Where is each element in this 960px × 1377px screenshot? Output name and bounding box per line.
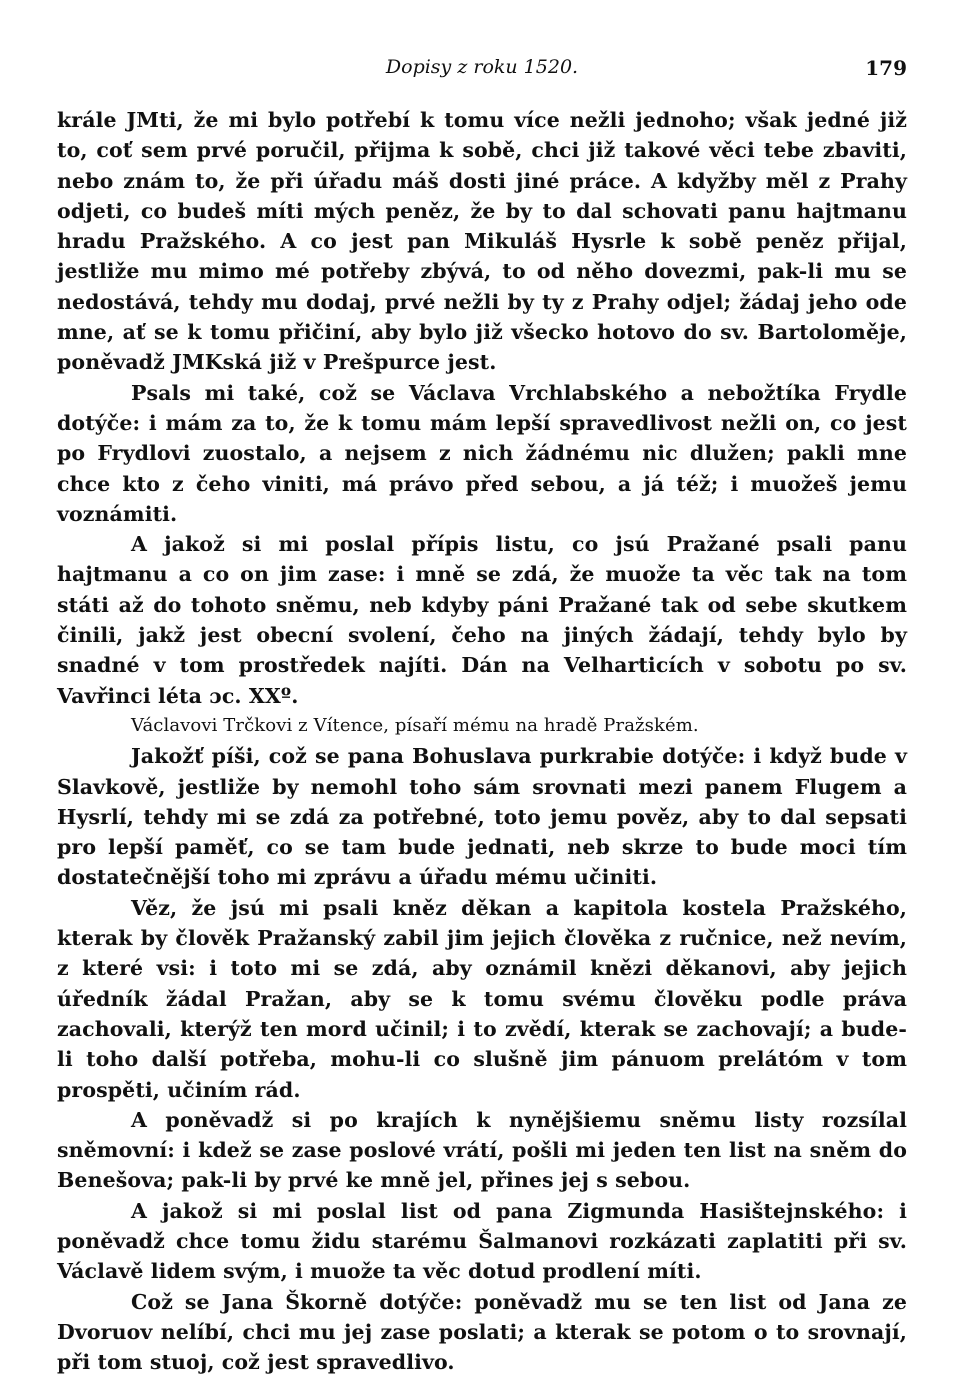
paragraph: Což se Jana Škorně dotýče: poněvadž mu se ten list od Jana ze Dvoruov nelíbí, chci mu jej zase poslati; a kterak se potom o to srovnají, při tom stuoj, což jest spravedlivo. <box>57 1289 907 1375</box>
book-page <box>57 0 907 1375</box>
paragraph: Jakožť píši, což se pana Bohuslava purkrabie dotýče: i když bude v Slavkově, jestliže by nemohl toho sám srovnati mezi panem Flugem a Hysrlí, tehdy mi se zdá za potřebné, toto jemu pověz, aby to dal sepsati pro lepší paměť, co se tam bude jednati, neb skrze to bude moci tím dostatečnější toho mi zprávu a úřadu mému učiniti. <box>57 744 907 890</box>
body-text <box>57 105 907 1377</box>
paragraph: A poněvadž si po krajích k nynějšiemu sněmu listy rozsílal sněmovní: i kdež se zase poslové vrátí, pošli mi jeden ten list na sněm do Benešova; pak-li by prvé ke mně jel, přines jej s sebou. <box>57 1107 907 1193</box>
running-title: Dopisy z roku 1520. <box>385 56 579 78</box>
paragraph-continuation: krále JMti, že mi bylo potřebí k tomu více nežli jednoho; však jedné již to, coť sem prvé poručil, přijma k sobě, chci již takové věci tebe zbaviti, nebo znám to, že při úřadu máš dosti jiné práce. A kdyžby měl z Prahy odjeti, co budeš míti mých peněz, že by to dal schovati panu hajtmanu hradu Pražského. A co jest pan Mikuláš Hysrle k sobě peněz přijal, jestliže mu mimo mé potřeby zbývá, to od něho dovezmi, pak-li mu se nedostává, tehdy mu dodaj, prvé nežli by ty z Prahy odjel; žádaj jeho ode mne, ať se k tomu přičiní, aby bylo již všecko hotovo do sv. Bartoloměje, poněvadž JMKská již v Prešpurce jest. <box>57 108 907 375</box>
paragraph: Psals mi také, což se Václava Vrchlabského a nebožtíka Frydle dotýče: i mám za to, že k tomu mám lepší spravedlivost nežli on, co jest po Frydlovi zuostalo, a nejsem z nich žádnému nic dlužen; pakli mne chce kto z čeho viniti, má právo před sebou, a já též; i muožeš jemu voznámiti. <box>57 380 907 526</box>
running-head <box>57 56 907 86</box>
paragraph: Věz, že jsú mi psali kněz děkan a kapitola kostela Pražského, kterak by člověk Pražanský zabil jim jejich člověka z ručnice, než nevím, z které vsi: i toto mi se zdá, aby oznámil knězi děkanovi, aby jejich úředník žádal Pražan, aby se k tomu svému člověku podle práva zachovali, kterýž ten mord učinil; i to zvědí, kterak se zachovají; a bude-li toho další potřeba, mohu-li co slušně jim pánuom prelátóm v tom prospěti, učiním rád. <box>57 895 907 1102</box>
paragraph: A jakož si mi poslal list od pana Zigmunda Hasištejnského: i poněvadž chce tomu židu starému Šalmanovi rozkázati zaplatiti při sv. Václavě lidem svým, i muože ta věc dotud prodlení míti. <box>57 1198 907 1284</box>
page-number: 179 <box>865 56 907 80</box>
paragraph: A jakož si mi poslal přípis listu, co jsú Pražané psali panu hajtmanu a co on jim zase: i mně se zdá, že muože ta věc tak na tom státi až do tohoto sněmu, neb kdyby páni Pražané tak od sebe skutkem činili, jakž jest obecní svolení, čeho na jiných žádají, tehdy bylo by snadné v tom prostředek najíti. Dán na Velharticích v sobotu po sv. Vavřinci léta ɔc. XXº. <box>57 532 907 708</box>
letter-address: Václavovi Trčkovi z Vítence, písaří mému na hradě Pražském. <box>131 714 699 736</box>
